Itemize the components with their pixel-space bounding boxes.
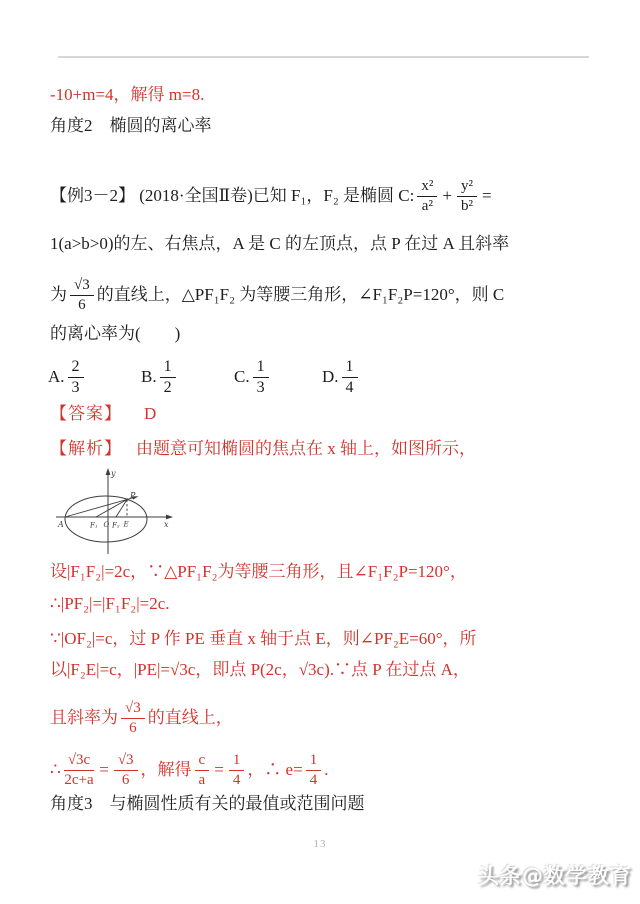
fraction-sqrt3-6-solution: $\frac{√3}{6}$ <box>121 700 145 737</box>
example-line3 <box>50 268 604 322</box>
top-divider <box>58 56 589 58</box>
plus-sign: + <box>442 185 452 205</box>
line-AP <box>65 497 135 517</box>
solution-line5 <box>50 691 604 745</box>
example-line1 <box>50 164 604 228</box>
option-b <box>141 352 179 402</box>
fraction-c-a: $\frac{c}{a}$ <box>195 752 210 789</box>
label-A: A <box>58 520 64 529</box>
solution-line5-post: 的直线上， <box>147 707 233 727</box>
example-line3-pre: 为 <box>50 284 67 304</box>
analysis-line <box>50 438 604 461</box>
answer-line <box>50 403 604 426</box>
answer-value: D <box>144 404 157 423</box>
therefore-sign: ∴ <box>50 759 61 779</box>
example-line4: 的离心率为( ) <box>50 324 181 343</box>
intro-formula: -10+m=4，解得 m=8. <box>50 85 205 104</box>
fraction-sqrt3-6: $\frac{√3}{6}$ <box>70 277 94 314</box>
ellipse-curve <box>65 496 147 542</box>
label-F1: F₁ <box>90 521 98 530</box>
fraction-1-4: $\frac{1}{4}$ <box>229 752 245 789</box>
page-number: 13 <box>313 838 327 850</box>
fraction-y2-b2: $\frac{\text{y²}}{\text{b²}}$ <box>457 178 477 215</box>
label-x: x <box>164 520 169 529</box>
label-y: y <box>111 469 116 478</box>
solution-line2: ∴|PF₂|=|F₁F₂|=2c. <box>50 594 170 613</box>
equals-sign: = <box>214 759 224 779</box>
option-b-fraction: $\frac{1}{2}$ <box>160 358 176 397</box>
fraction-e-1-4: $\frac{1}{4}$ <box>306 752 322 789</box>
example-line2: 1(a>b>0)的左、右焦点，A 是 C 的左顶点，点 P 在过 A 且斜率 <box>50 234 510 253</box>
solution-line3: ∵|OF₂|=c，过 P 作 PE 垂直 x 轴于点 E，则∠PF₂E=60°，所 <box>50 629 477 648</box>
analysis-text: 由题意可知椭圆的焦点在 x 轴上，如图所示， <box>136 439 476 458</box>
label-F2: F₂ <box>112 521 120 530</box>
ellipse-figure <box>52 466 192 563</box>
option-c-fraction: $\frac{1}{3}$ <box>253 358 269 397</box>
heading-angle3: 角度3 与椭圆性质有关的最值或范围问题 <box>50 794 365 813</box>
equals-sign: = <box>99 759 109 779</box>
x-axis-arrow-icon <box>166 515 173 520</box>
therefore-e-text: ，∴ e= <box>247 759 303 779</box>
option-d-fraction: $\frac{1}{4}$ <box>342 358 358 397</box>
toutiao-watermark: 头条@数学教育 <box>478 864 632 888</box>
point-P-dot <box>126 498 128 500</box>
heading-angle2: 角度2 椭圆的离心率 <box>50 116 212 135</box>
option-a-label: A. <box>48 367 65 386</box>
fraction-sqrt3c-2ca: $\frac{√3c}{2c+a}$ <box>64 751 94 788</box>
option-a-fraction: $\frac{2}{3}$ <box>68 358 84 397</box>
option-a <box>48 352 87 402</box>
solution-line1: 设|F₁F₂|=2c，∵△PF₁F₂为等腰三角形，且∠F₁F₂P=120°， <box>50 562 467 581</box>
period: . <box>324 759 329 779</box>
solution-line5-pre: 且斜率为 <box>50 707 118 727</box>
solution-line4: 以|F₂E|=c，|PE|=√3c，即点 P(2c，√3c).∵点 P 在过点 A， <box>50 660 470 679</box>
example-line3-post: 的直线上，△PF₁F₂ 为等腰三角形，∠F₁F₂P=120°，则 C <box>96 284 505 304</box>
solve-text: ，解得 <box>140 759 192 779</box>
example-line1-text: 【例3－2】 (2018·全国Ⅱ卷)已知 F₁，F₂ 是椭圆 C: <box>50 185 415 205</box>
option-d <box>322 352 361 402</box>
solution-equation <box>50 741 604 799</box>
y-axis-arrow-icon <box>106 468 111 475</box>
fraction-x2-a2: $\frac{\text{x²}}{\text{a²}}$ <box>417 178 437 215</box>
label-O: O <box>103 521 110 529</box>
label-P: P <box>130 491 136 500</box>
option-c-label: C. <box>234 367 250 386</box>
fraction-sqrt3-6-eq: $\frac{√3}{6}$ <box>114 752 138 789</box>
option-c <box>234 352 272 402</box>
segment-F1P <box>96 500 127 518</box>
option-d-label: D. <box>322 367 339 386</box>
label-E: E <box>123 520 129 529</box>
analysis-tag: 【解析】 <box>50 439 122 458</box>
answer-tag: 【答案】 <box>50 404 122 423</box>
equals-sign: = <box>481 185 492 205</box>
option-b-label: B. <box>141 367 157 386</box>
